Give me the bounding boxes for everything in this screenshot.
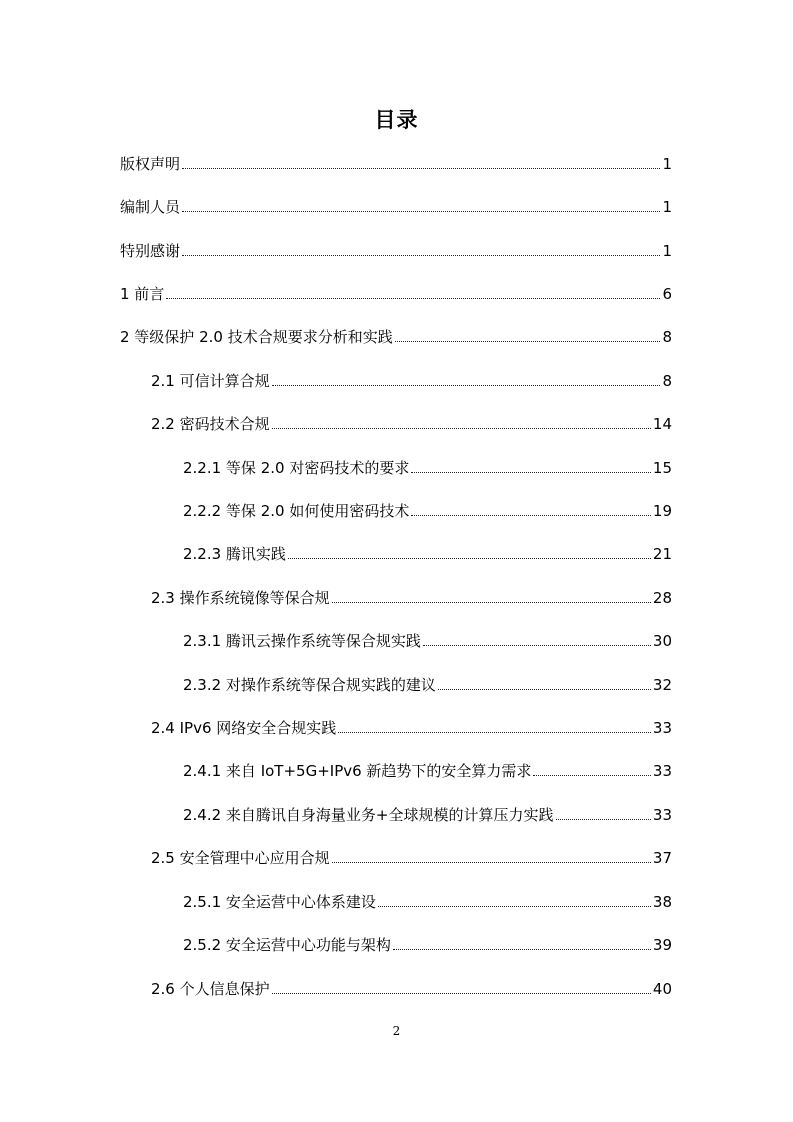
toc-entry-2-2-1[interactable] bbox=[183, 454, 672, 478]
toc-entry-2-2-3[interactable] bbox=[183, 540, 672, 564]
toc-entry-label: 2.2.3 腾讯实践 bbox=[183, 545, 286, 563]
toc-leader-dots bbox=[182, 168, 660, 169]
toc-entry-2-4-2[interactable] bbox=[183, 801, 672, 825]
toc-entry-2-2-2[interactable] bbox=[183, 497, 672, 521]
toc-entry-page: 1 bbox=[662, 198, 672, 216]
toc-entry-2-4-1[interactable] bbox=[183, 757, 672, 781]
toc-entry-label: 2.1 可信计算合规 bbox=[151, 372, 270, 390]
toc-entry-label: 2.5.1 安全运营中心体系建设 bbox=[183, 893, 376, 911]
toc-entry-page: 33 bbox=[652, 719, 672, 737]
toc-leader-dots bbox=[288, 558, 651, 559]
toc-entry-page: 38 bbox=[652, 893, 672, 911]
toc-entry-label: 2.3.1 腾讯云操作系统等保合规实践 bbox=[183, 632, 421, 650]
toc-leader-dots bbox=[411, 472, 651, 473]
toc-leader-dots bbox=[533, 775, 650, 776]
toc-entry-page: 33 bbox=[652, 806, 672, 824]
toc-entry-page: 15 bbox=[652, 459, 672, 477]
toc-entry-2-5-1[interactable] bbox=[183, 888, 672, 912]
toc-leader-dots bbox=[182, 255, 660, 256]
toc-leader-dots bbox=[272, 385, 661, 386]
toc-leader-dots bbox=[423, 645, 651, 646]
toc-entry-page: 8 bbox=[662, 328, 672, 346]
toc-entry-page: 21 bbox=[652, 545, 672, 563]
toc-entry-acknowledgements[interactable] bbox=[120, 237, 672, 261]
toc-entry-label: 2.2.2 等保 2.0 如何使用密码技术 bbox=[183, 502, 410, 520]
toc-entry-2-3-2[interactable] bbox=[183, 671, 672, 695]
toc-entry-page: 19 bbox=[652, 502, 672, 520]
toc-entry-label: 2.4.1 来自 IoT+5G+IPv6 新趋势下的安全算力需求 bbox=[183, 762, 532, 780]
toc-entry-editors[interactable] bbox=[120, 193, 672, 217]
toc-entry-label: 2 等级保护 2.0 技术合规要求分析和实践 bbox=[120, 328, 393, 346]
toc-entry-2-1[interactable] bbox=[151, 367, 672, 391]
toc-entry-page: 40 bbox=[652, 980, 672, 998]
toc-leader-dots bbox=[182, 211, 660, 212]
toc-leader-dots bbox=[272, 428, 651, 429]
toc-entry-label: 2.5.2 安全运营中心功能与架构 bbox=[183, 936, 391, 954]
toc-entry-label: 2.4.2 来自腾讯自身海量业务+全球规模的计算压力实践 bbox=[183, 806, 554, 824]
toc-entry-2-3[interactable] bbox=[151, 584, 672, 608]
toc-leader-dots bbox=[166, 298, 660, 299]
toc-entry-page: 28 bbox=[652, 589, 672, 607]
toc-entry-label: 2.5 安全管理中心应用合规 bbox=[151, 849, 330, 867]
toc-entry-page: 1 bbox=[662, 155, 672, 173]
toc-entry-copyright[interactable] bbox=[120, 150, 672, 174]
page-number: 2 bbox=[392, 1024, 401, 1038]
toc-entry-label: 特别感谢 bbox=[120, 242, 181, 260]
toc-entry-2-4[interactable] bbox=[151, 714, 672, 738]
toc-entry-label: 2.6 个人信息保护 bbox=[151, 980, 270, 998]
toc-entry-page: 30 bbox=[652, 632, 672, 650]
toc-leader-dots bbox=[411, 515, 651, 516]
toc-entry-chapter-2[interactable] bbox=[120, 323, 672, 347]
toc-entry-2-5-2[interactable] bbox=[183, 931, 672, 955]
toc-entry-2-3-1[interactable] bbox=[183, 627, 672, 651]
toc-leader-dots bbox=[393, 949, 651, 950]
toc-entry-label: 2.3 操作系统镜像等保合规 bbox=[151, 589, 330, 607]
toc-entry-page: 39 bbox=[652, 936, 672, 954]
toc-entry-label: 2.3.2 对操作系统等保合规实践的建议 bbox=[183, 676, 436, 694]
toc-entry-2-6[interactable] bbox=[151, 975, 672, 999]
toc-leader-dots bbox=[378, 906, 651, 907]
toc-leader-dots bbox=[556, 819, 651, 820]
toc-entry-2-2[interactable] bbox=[151, 410, 672, 434]
toc-leader-dots bbox=[395, 341, 661, 342]
toc-leader-dots bbox=[438, 689, 651, 690]
toc-entry-preface[interactable] bbox=[120, 280, 672, 304]
toc-entry-label: 版权声明 bbox=[120, 155, 181, 173]
toc-entry-page: 14 bbox=[652, 415, 672, 433]
toc-entry-page: 6 bbox=[662, 285, 672, 303]
toc-entry-label: 2.2 密码技术合规 bbox=[151, 415, 270, 433]
toc-entry-page: 33 bbox=[652, 762, 672, 780]
toc-entry-2-5[interactable] bbox=[151, 844, 672, 868]
toc-entry-page: 32 bbox=[652, 676, 672, 694]
toc-entry-page: 37 bbox=[652, 849, 672, 867]
toc-leader-dots bbox=[332, 602, 651, 603]
toc-entry-label: 2.2.1 等保 2.0 对密码技术的要求 bbox=[183, 459, 410, 477]
toc-entry-page: 1 bbox=[662, 242, 672, 260]
toc-entry-label: 2.4 IPv6 网络安全合规实践 bbox=[151, 719, 337, 737]
toc-leader-dots bbox=[338, 732, 651, 733]
toc-leader-dots bbox=[332, 862, 651, 863]
page-title: 目录 bbox=[374, 108, 419, 132]
toc-leader-dots bbox=[272, 993, 651, 994]
toc-entry-page: 8 bbox=[662, 372, 672, 390]
toc-entry-label: 编制人员 bbox=[120, 198, 181, 216]
toc-entry-label: 1 前言 bbox=[120, 285, 165, 303]
